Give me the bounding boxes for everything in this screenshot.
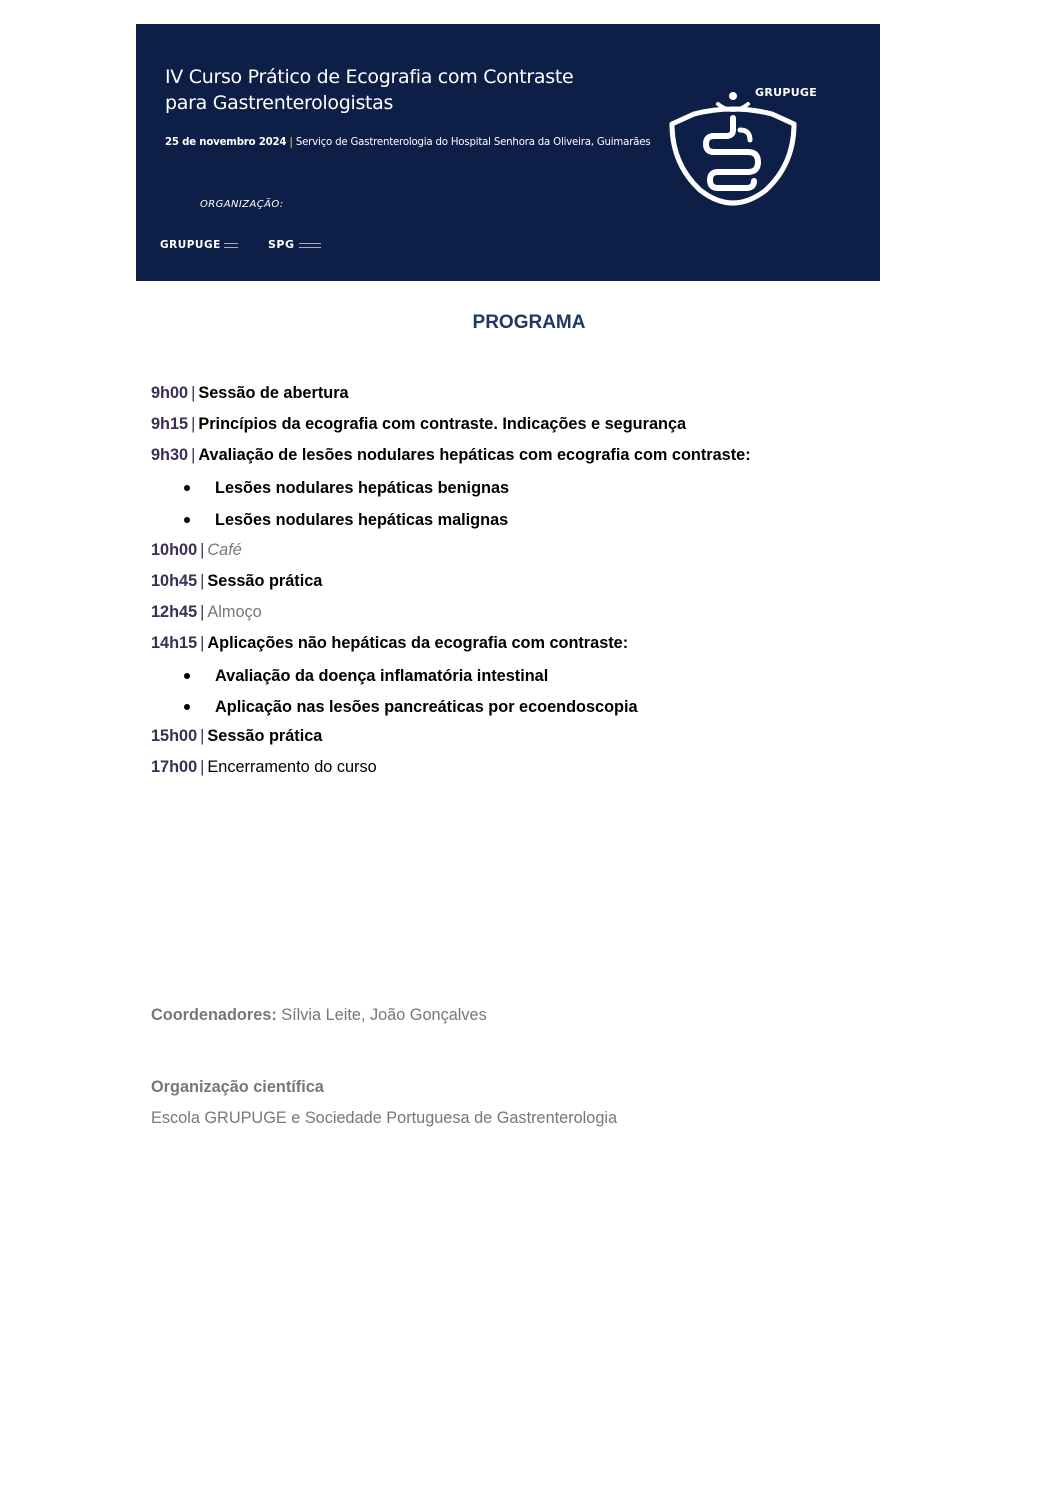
agenda-label: Sessão prática [207, 572, 323, 590]
grupuge-logo-big-text: GRUPUGE [755, 86, 818, 99]
agenda-bullet [151, 505, 951, 537]
agenda-label: Avaliação de lesões nodulares hepáticas com ecografia com contraste: [198, 446, 751, 464]
course-title-line-1: IV Curso Prático de Ecografia com Contraste [165, 66, 574, 88]
course-date-venue [165, 137, 650, 148]
agenda-item [151, 599, 951, 630]
agenda-separator: | [200, 541, 205, 559]
agenda-bullet-text: Avaliação da doença inflamatória intestinal [215, 667, 549, 685]
agenda-separator: | [191, 446, 196, 464]
grupuge-logo-small [160, 239, 238, 251]
grupuge-emblem-icon [666, 86, 801, 210]
agenda-separator: | [200, 758, 205, 776]
coordinators-label: Coordenadores: [151, 1006, 277, 1024]
agenda-time: 14h15 [151, 634, 198, 652]
scientific-org-heading: Organização científica [151, 1078, 324, 1096]
agenda-label: Princípios da ecografia com contraste. Indicações e segurança [198, 415, 687, 433]
coordinators-names: Sílvia Leite, João Gonçalves [281, 1006, 487, 1024]
agenda-item [151, 630, 951, 661]
agenda-label: Encerramento do curso [207, 758, 377, 776]
agenda-item [151, 380, 951, 411]
agenda-separator: | [200, 727, 205, 745]
spg-logo [268, 238, 321, 251]
agenda-separator: | [191, 384, 196, 402]
agenda-separator: | [200, 603, 205, 621]
agenda-time: 12h45 [151, 603, 198, 621]
agenda-label: Café [207, 541, 242, 559]
scientific-org-value: Escola GRUPUGE e Sociedade Portuguesa de Gastrenterologia [151, 1109, 618, 1127]
agenda-item [151, 537, 951, 568]
agenda-time: 9h00 [151, 384, 189, 402]
spg-logo-tagline [299, 243, 321, 248]
agenda-bullet-text: Aplicação nas lesões pancreáticas por ecoendoscopia [215, 698, 638, 716]
course-date: 25 de novembro 2024 [165, 137, 287, 148]
agenda-time: 10h45 [151, 572, 198, 590]
agenda-item [151, 442, 951, 473]
course-title-line-2: para Gastrenterologistas [165, 92, 394, 114]
agenda-time: 15h00 [151, 727, 198, 745]
agenda-bullet [151, 692, 951, 723]
agenda-separator: | [191, 415, 196, 433]
agenda-bullet-text: Lesões nodulares hepáticas malignas [215, 511, 509, 529]
agenda-bullet [151, 473, 951, 505]
course-venue: Serviço de Gastrenterologia do Hospital Senhora da Oliveira, Guimarães [295, 137, 651, 148]
course-title [165, 64, 573, 116]
bullet-icon [184, 673, 190, 679]
date-separator: | [289, 137, 293, 148]
agenda-label: Aplicações não hepáticas da ecografia com contraste: [207, 634, 629, 652]
spg-logo-text: SPG [268, 238, 295, 251]
agenda-time: 9h30 [151, 446, 189, 464]
agenda-time: 10h00 [151, 541, 198, 559]
header-banner [136, 24, 880, 281]
agenda-item [151, 754, 951, 785]
bullet-icon [184, 704, 190, 710]
agenda-bullet [151, 661, 951, 692]
agenda-label: Almoço [207, 603, 262, 621]
organization-label: ORGANIZAÇÃO: [200, 199, 284, 210]
coordinators [151, 1006, 487, 1025]
agenda-time: 9h15 [151, 415, 189, 433]
bullet-icon [184, 485, 190, 491]
agenda-bullet-text: Lesões nodulares hepáticas benignas [215, 479, 510, 497]
agenda-separator: | [200, 572, 205, 590]
programa-heading: PROGRAMA [472, 312, 586, 333]
grupuge-logo-small-text: GRUPUGE [160, 239, 221, 251]
agenda-list [151, 380, 951, 785]
agenda-item [151, 723, 951, 754]
agenda-separator: | [200, 634, 205, 652]
agenda-label: Sessão de abertura [198, 384, 349, 402]
bullet-icon [184, 517, 190, 523]
agenda-time: 17h00 [151, 758, 198, 776]
agenda-item [151, 411, 951, 442]
grupuge-logo-tagline [224, 243, 238, 248]
agenda-label: Sessão prática [207, 727, 323, 745]
agenda-item [151, 568, 951, 599]
